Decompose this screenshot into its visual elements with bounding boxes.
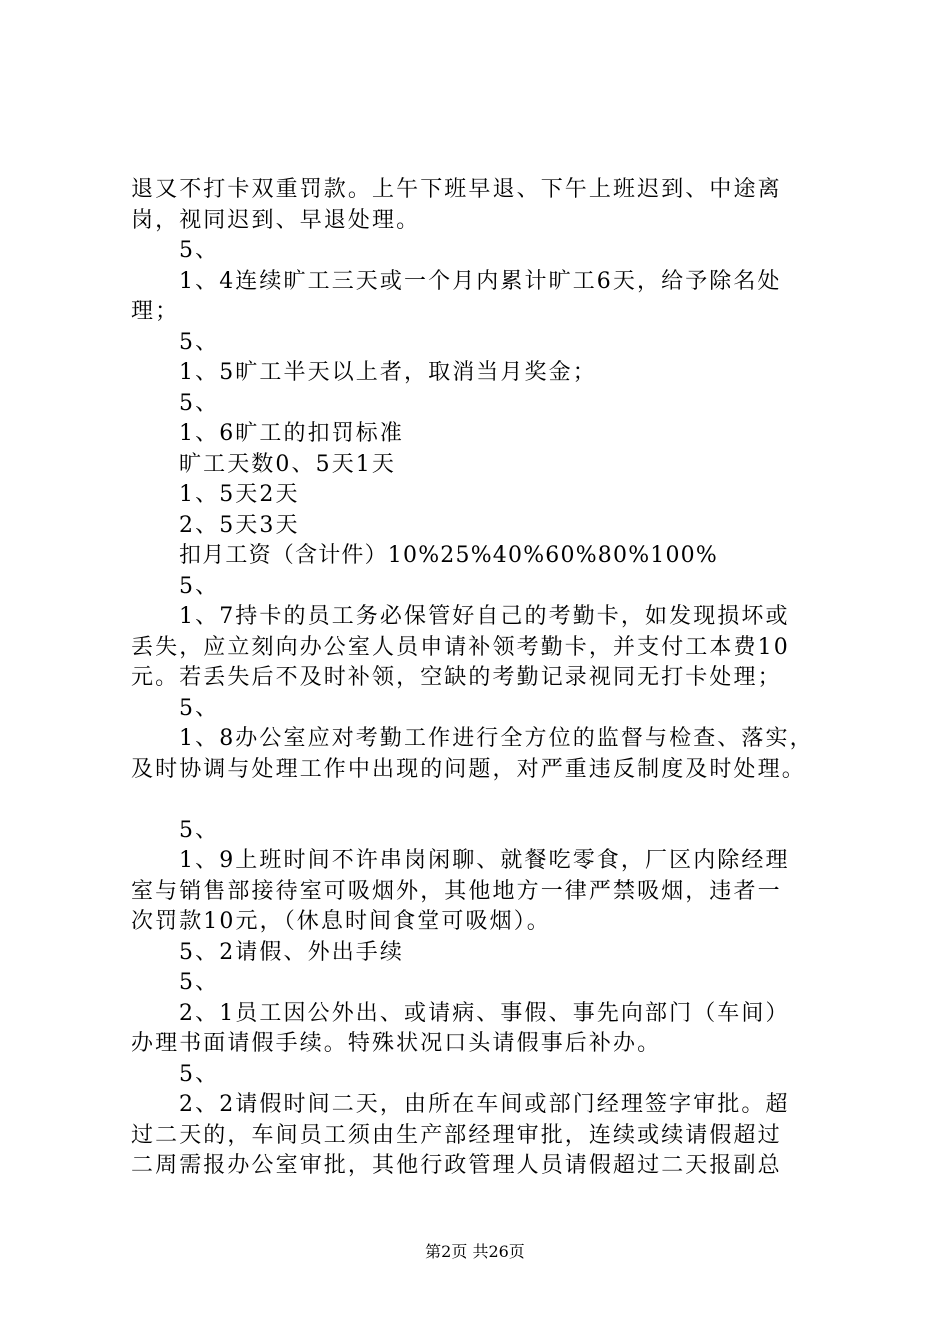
section-number: 5、 (179, 695, 220, 721)
text-line: 旷工天数0、5天1天 (179, 451, 396, 477)
section-number: 5、 (179, 817, 220, 843)
page-number-label: 第2页 共26页 (425, 1242, 525, 1261)
section-number: 5、 (179, 329, 220, 355)
section-number: 5、 (179, 390, 220, 416)
text-line: 次罚款10元，（休息时间食堂可吸烟）。 (131, 909, 551, 934)
blank-line (131, 785, 831, 816)
page-footer (0, 1242, 950, 1262)
text-line: 理； (131, 299, 180, 324)
text-line: 1、7持卡的员工务必保管好自己的考勤卡，如发现损坏或 (179, 604, 790, 629)
text-line: 2、2请假时间二天，由所在车间或部门经理签字审批。超 (179, 1092, 790, 1117)
text-line: 室与销售部接待室可吸烟外，其他地方一律严禁吸烟，违者一 (131, 878, 782, 904)
text-line: 扣月工资（含计件）10%25%40%60%80%100% (179, 543, 718, 568)
section-number: 5、 (179, 238, 220, 263)
text-line: 及时协调与处理工作中出现的问题，对严重违反制度及时处理。 (131, 756, 806, 782)
text-line: 1、5天2天 (179, 482, 300, 507)
text-line: 元。若丢失后不及时补领，空缺的考勤记录视同无打卡处理； (131, 665, 782, 690)
text-line: 1、9上班时间不许串岗闲聊、就餐吃零食，厂区内除经理 (179, 848, 790, 873)
text-line: 2、5天3天 (179, 512, 300, 538)
text-line: 1、4连续旷工三天或一个月内累计旷工6天，给予除名处 (179, 268, 782, 294)
text-line: 1、6旷工的扣罚标准 (179, 421, 404, 446)
text-line: 过二天的，车间员工须由生产部经理审批，连续或续请假超过 (131, 1122, 782, 1148)
text-line: 退又不打卡双重罚款。上午下班早退、下午上班迟到、中途离 (131, 177, 782, 202)
text-line: 丢失，应立刻向办公室人员申请补领考勤卡，并支付工本费10 (131, 634, 790, 660)
text-line: 二周需报办公室审批，其他行政管理人员请假超过二天报副总 (131, 1153, 782, 1178)
document-body (131, 175, 831, 1182)
text-line: 岗，视同迟到、早退处理。 (131, 207, 421, 233)
text-line: 2、1员工因公外出、或请病、事假、事先向部门（车间） (179, 1000, 790, 1026)
text-line: 办理书面请假手续。特殊状况口头请假事后补办。 (131, 1031, 662, 1056)
section-number: 5、 (179, 970, 220, 995)
section-number: 5、 (179, 573, 220, 599)
text-line: 1、5旷工半天以上者，取消当月奖金； (179, 360, 597, 385)
text-line: 1、8办公室应对考勤工作进行全方位的监督与检查、落实， (179, 726, 814, 751)
section-number: 5、 (179, 1061, 220, 1087)
section-heading: 5、2请假、外出手续 (179, 939, 404, 965)
